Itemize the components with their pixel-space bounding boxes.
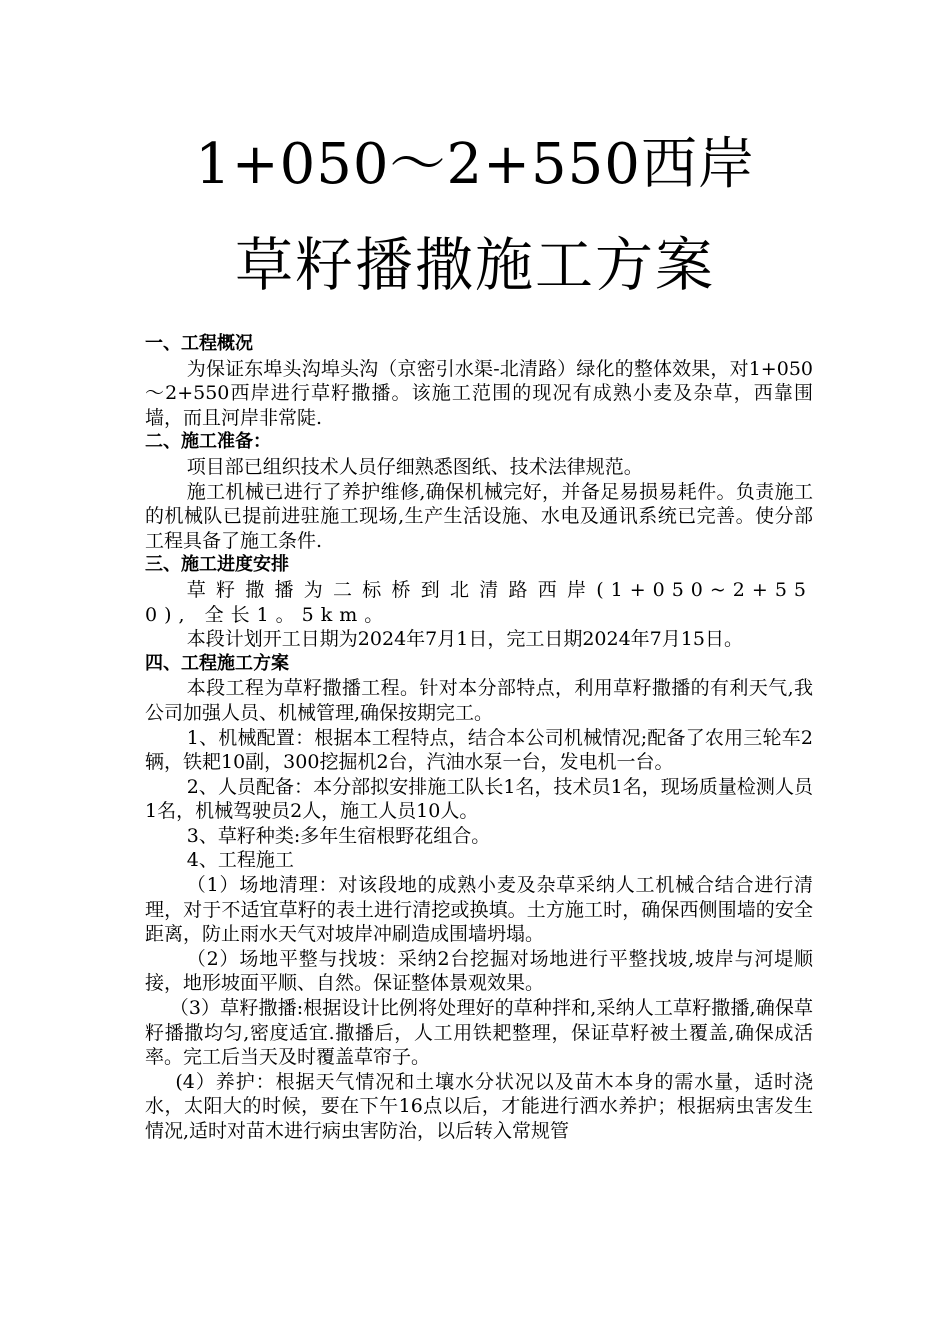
document-title-line2: 草籽播撒施工方案 [234,231,715,299]
paragraph: （3）草籽撒播:根据设计比例将处理好的草种拌和,采纳人工草籽撒播,确保草籽播撒均匀,密度适宜.撒播后，人工用铁耙整理，保证草籽被土覆盖,确保成活率。完工后当天及时覆盖草帘子。 [145,997,813,1069]
paragraph: 1、机械配置：根据本工程特点，结合本公司机械情况;配备了农用三轮车2辆，铁耙10副，300挖掘机2台，汽油水泵一台，发电机一台。 [145,726,813,774]
document-title-line1: 1+050～2+550西岸 [195,132,755,197]
paragraph: 本段计划开工日期为2024年7月1日，完工日期2024年7月15日。 [186,628,743,651]
paragraph: 项目部已组织技术人员仔细熟悉图纸、技术法律规范。 [186,455,643,478]
paragraph: （1）场地清理：对该段地的成熟小麦及杂草采纳人工机械合结合进行清理，对于不适宜草籽的表土进行清挖或换填。土方施工时，确保西侧围墙的安全距离，防止雨水天气对坡岸冲刷造成围墙坍塌。 [145,874,813,946]
paragraph: 草籽撒播为二标桥到北清路西岸(1+050~2+550), 全长1。5km。 [145,578,813,626]
section-heading-schedule: 三、施工进度安排 [145,554,289,576]
paragraph: 本段工程为草籽撒播工程。针对本分部特点，利用草籽撒播的有利天气,我公司加强人员、机械管理,确保按期完工。 [145,677,813,724]
paragraph: (4）养护：根据天气情况和土壤水分状况以及苗木本身的需水量，适时浇水，太阳大的时候，要在下午16点以后，才能进行洒水养护；根据病虫害发生情况,适时对苗木进行病虫害防治，以后转入常规管 [145,1070,813,1142]
paragraph: 3、草籽种类:多年生宿根野花组合。 [186,824,491,847]
section-heading-overview: 一、工程概况 [145,333,253,354]
section-heading-plan: 四、工程施工方案 [145,652,289,674]
paragraph: （2）场地平整与找坡：采纳2台挖掘对场地进行平整找坡,坡岸与河堤顺接，地形坡面平顺、自然。保证整体景观效果。 [145,947,813,995]
paragraph: 4、工程施工 [186,849,294,872]
section-heading-preparation: 二、施工准备： [145,431,271,453]
paragraph: 2、人员配备：本分部拟安排施工队长1名，技术员1名，现场质量检测人员1名，机械驾驶员2人，施工人员10人。 [145,775,813,823]
paragraph: 为保证东埠头沟埠头沟（京密引水渠-北清路）绿化的整体效果，对1+050～2+550西岸进行草籽撒播。该施工范围的现况有成熟小麦及杂草，西靠围墙，而且河岸非常陡. [145,357,813,429]
paragraph: 施工机械已进行了养护维修,确保机械完好，并备足易损易耗件。负责施工的机械队已提前进驻施工现场,生产生活设施、水电及通讯系统已完善。使分部工程具备了施工条件. [145,480,813,552]
document-body [145,332,813,1144]
